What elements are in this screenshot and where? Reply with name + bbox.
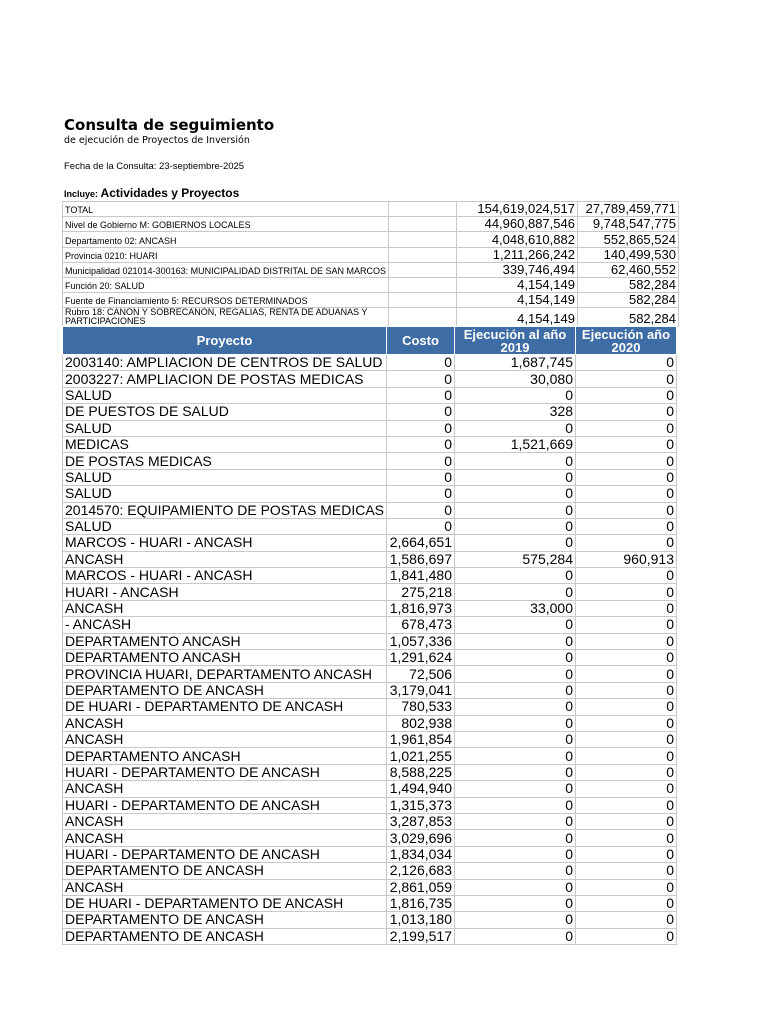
summary-row bbox=[63, 308, 679, 327]
summary-table bbox=[62, 201, 679, 327]
project-costo: 1,834,034 bbox=[387, 846, 455, 862]
project-name: MARCOS - HUARI - ANCASH bbox=[63, 568, 387, 584]
summary-ejecucion-2020: 9,748,547,775 bbox=[577, 217, 678, 232]
project-name: 2003140: AMPLIACION DE CENTROS DE SALUD bbox=[63, 355, 387, 371]
project-name: DEPARTAMENTO ANCASH bbox=[63, 748, 387, 764]
project-ejecucion-2019: 0 bbox=[455, 453, 576, 469]
project-name: ANCASH bbox=[63, 813, 387, 829]
project-ejecucion-2020: 0 bbox=[576, 863, 677, 879]
project-ejecucion-2020: 0 bbox=[576, 486, 677, 502]
project-ejecucion-2019: 0 bbox=[455, 813, 576, 829]
project-name: ANCASH bbox=[63, 781, 387, 797]
project-costo: 72,506 bbox=[387, 666, 455, 682]
project-ejecucion-2019: 0 bbox=[455, 650, 576, 666]
table-row bbox=[63, 404, 677, 420]
summary-row bbox=[63, 277, 679, 292]
project-ejecucion-2019: 1,521,669 bbox=[455, 436, 576, 452]
project-name: MARCOS - HUARI - ANCASH bbox=[63, 535, 387, 551]
table-row bbox=[63, 715, 677, 731]
project-ejecucion-2020: 0 bbox=[576, 879, 677, 895]
project-costo: 1,315,373 bbox=[387, 797, 455, 813]
summary-label: Provincia 0210: HUARI bbox=[63, 247, 389, 262]
summary-label: TOTAL bbox=[63, 202, 389, 217]
summary-ejecucion-2019: 4,154,149 bbox=[456, 308, 577, 327]
project-ejecucion-2019: 0 bbox=[455, 387, 576, 403]
summary-row bbox=[63, 217, 679, 232]
project-name: DEPARTAMENTO DE ANCASH bbox=[63, 928, 387, 944]
summary-ejecucion-2019: 44,960,887,546 bbox=[456, 217, 577, 232]
project-costo: 2,199,517 bbox=[387, 928, 455, 944]
table-row bbox=[63, 699, 677, 715]
project-costo: 1,816,973 bbox=[387, 600, 455, 616]
project-costo: 0 bbox=[387, 518, 455, 534]
project-costo: 1,816,735 bbox=[387, 895, 455, 911]
project-ejecucion-2019: 0 bbox=[455, 518, 576, 534]
project-name: ANCASH bbox=[63, 830, 387, 846]
table-row bbox=[63, 846, 677, 862]
summary-ejecucion-2019: 1,211,266,242 bbox=[456, 247, 577, 262]
project-costo: 0 bbox=[387, 371, 455, 387]
project-costo: 0 bbox=[387, 502, 455, 518]
project-ejecucion-2019: 0 bbox=[455, 731, 576, 747]
summary-label: Municipalidad 021014-300163: MUNICIPALIDAD DISTRITAL DE SAN MARCOS bbox=[63, 262, 389, 277]
project-costo: 0 bbox=[387, 355, 455, 371]
project-costo: 1,057,336 bbox=[387, 633, 455, 649]
summary-row bbox=[63, 232, 679, 247]
project-name: PROVINCIA HUARI, DEPARTAMENTO ANCASH bbox=[63, 666, 387, 682]
project-ejecucion-2019: 0 bbox=[455, 617, 576, 633]
projects-header-row bbox=[63, 327, 677, 355]
table-row bbox=[63, 469, 677, 485]
project-ejecucion-2020: 0 bbox=[576, 617, 677, 633]
summary-ejecucion-2020: 552,865,524 bbox=[577, 232, 678, 247]
project-ejecucion-2019: 0 bbox=[455, 863, 576, 879]
summary-ejecucion-2020: 62,460,552 bbox=[577, 262, 678, 277]
table-row bbox=[63, 650, 677, 666]
project-ejecucion-2020: 0 bbox=[576, 895, 677, 911]
project-ejecucion-2020: 0 bbox=[576, 699, 677, 715]
project-name: HUARI - DEPARTAMENTO DE ANCASH bbox=[63, 797, 387, 813]
project-costo: 780,533 bbox=[387, 699, 455, 715]
table-row bbox=[63, 748, 677, 764]
project-ejecucion-2019: 0 bbox=[455, 748, 576, 764]
project-ejecucion-2019: 0 bbox=[455, 912, 576, 928]
project-ejecucion-2020: 0 bbox=[576, 731, 677, 747]
project-name: DEPARTAMENTO ANCASH bbox=[63, 633, 387, 649]
header-ejecucion-2019: Ejecución al año 2019 bbox=[455, 327, 576, 355]
project-ejecucion-2020: 0 bbox=[576, 568, 677, 584]
project-name: 2003227: AMPLIACION DE POSTAS MEDICAS bbox=[63, 371, 387, 387]
project-ejecucion-2020: 0 bbox=[576, 764, 677, 780]
project-name: 2014570: EQUIPAMIENTO DE POSTAS MEDICAS bbox=[63, 502, 387, 518]
summary-ejecucion-2019: 154,619,024,517 bbox=[456, 202, 577, 217]
header-costo: Costo bbox=[387, 327, 455, 355]
summary-row bbox=[63, 293, 679, 308]
summary-ejecucion-2019: 339,746,494 bbox=[456, 262, 577, 277]
project-name: ANCASH bbox=[63, 715, 387, 731]
project-ejecucion-2019: 328 bbox=[455, 404, 576, 420]
project-ejecucion-2019: 0 bbox=[455, 633, 576, 649]
project-name: HUARI - DEPARTAMENTO DE ANCASH bbox=[63, 764, 387, 780]
project-name: SALUD bbox=[63, 469, 387, 485]
project-ejecucion-2020: 0 bbox=[576, 748, 677, 764]
table-row bbox=[63, 568, 677, 584]
table-row bbox=[63, 879, 677, 895]
project-costo: 0 bbox=[387, 469, 455, 485]
summary-label: Nivel de Gobierno M: GOBIERNOS LOCALES bbox=[63, 217, 389, 232]
project-ejecucion-2019: 0 bbox=[455, 928, 576, 944]
summary-ejecucion-2020: 582,284 bbox=[577, 308, 678, 327]
project-name: HUARI - DEPARTAMENTO DE ANCASH bbox=[63, 846, 387, 862]
project-name: DE HUARI - DEPARTAMENTO DE ANCASH bbox=[63, 699, 387, 715]
project-costo: 3,029,696 bbox=[387, 830, 455, 846]
project-ejecucion-2020: 0 bbox=[576, 436, 677, 452]
project-costo: 1,013,180 bbox=[387, 912, 455, 928]
project-costo: 1,291,624 bbox=[387, 650, 455, 666]
project-name: HUARI - ANCASH bbox=[63, 584, 387, 600]
project-ejecucion-2019: 1,687,745 bbox=[455, 355, 576, 371]
project-costo: 1,961,854 bbox=[387, 731, 455, 747]
project-costo: 2,126,683 bbox=[387, 863, 455, 879]
table-row bbox=[63, 535, 677, 551]
summary-costo bbox=[388, 308, 456, 327]
project-name: DE POSTAS MEDICAS bbox=[63, 453, 387, 469]
project-name: DEPARTAMENTO DE ANCASH bbox=[63, 863, 387, 879]
projects-table bbox=[62, 326, 677, 945]
project-ejecucion-2019: 0 bbox=[455, 469, 576, 485]
project-name: DEPARTAMENTO DE ANCASH bbox=[63, 682, 387, 698]
project-costo: 0 bbox=[387, 453, 455, 469]
summary-label: Rubro 18: CANON Y SOBRECANON, REGALIAS, RENTA DE ADUANAS Y PARTICIPACIONES bbox=[63, 308, 389, 327]
project-costo: 1,021,255 bbox=[387, 748, 455, 764]
table-row bbox=[63, 781, 677, 797]
project-ejecucion-2019: 0 bbox=[455, 535, 576, 551]
project-ejecucion-2020: 0 bbox=[576, 846, 677, 862]
project-ejecucion-2019: 0 bbox=[455, 682, 576, 698]
table-row bbox=[63, 666, 677, 682]
project-ejecucion-2019: 0 bbox=[455, 895, 576, 911]
project-ejecucion-2019: 0 bbox=[455, 764, 576, 780]
table-row bbox=[63, 371, 677, 387]
summary-costo bbox=[388, 247, 456, 262]
project-ejecucion-2020: 0 bbox=[576, 600, 677, 616]
project-ejecucion-2020: 0 bbox=[576, 404, 677, 420]
summary-ejecucion-2019: 4,048,610,882 bbox=[456, 232, 577, 247]
project-name: ANCASH bbox=[63, 731, 387, 747]
project-ejecucion-2020: 0 bbox=[576, 797, 677, 813]
project-costo: 0 bbox=[387, 404, 455, 420]
project-ejecucion-2019: 30,080 bbox=[455, 371, 576, 387]
table-row bbox=[63, 420, 677, 436]
project-name: MEDICAS bbox=[63, 436, 387, 452]
project-ejecucion-2019: 575,284 bbox=[455, 551, 576, 567]
project-ejecucion-2019: 0 bbox=[455, 584, 576, 600]
project-ejecucion-2020: 0 bbox=[576, 912, 677, 928]
project-ejecucion-2019: 0 bbox=[455, 781, 576, 797]
project-name: DE HUARI - DEPARTAMENTO DE ANCASH bbox=[63, 895, 387, 911]
table-row bbox=[63, 928, 677, 944]
table-row bbox=[63, 895, 677, 911]
header-proyecto: Proyecto bbox=[63, 327, 387, 355]
summary-ejecucion-2020: 27,789,459,771 bbox=[577, 202, 678, 217]
table-row bbox=[63, 600, 677, 616]
header-ejecucion-2020: Ejecución año 2020 bbox=[576, 327, 677, 355]
project-ejecucion-2020: 0 bbox=[576, 666, 677, 682]
table-row bbox=[63, 633, 677, 649]
project-ejecucion-2020: 0 bbox=[576, 584, 677, 600]
summary-costo bbox=[388, 232, 456, 247]
project-costo: 1,494,940 bbox=[387, 781, 455, 797]
project-name: SALUD bbox=[63, 518, 387, 534]
project-ejecucion-2020: 0 bbox=[576, 682, 677, 698]
project-costo: 0 bbox=[387, 486, 455, 502]
project-ejecucion-2019: 33,000 bbox=[455, 600, 576, 616]
project-ejecucion-2020: 0 bbox=[576, 650, 677, 666]
project-costo: 802,938 bbox=[387, 715, 455, 731]
project-costo: 0 bbox=[387, 420, 455, 436]
summary-costo bbox=[388, 293, 456, 308]
query-date: Fecha de la Consulta: 23-septiembre-2025 bbox=[64, 161, 245, 172]
project-ejecucion-2020: 0 bbox=[576, 518, 677, 534]
project-ejecucion-2020: 0 bbox=[576, 420, 677, 436]
table-row bbox=[63, 518, 677, 534]
project-costo: 2,861,059 bbox=[387, 879, 455, 895]
includes-value: Actividades y Proyectos bbox=[100, 186, 240, 200]
project-costo: 678,473 bbox=[387, 617, 455, 633]
project-name: SALUD bbox=[63, 420, 387, 436]
table-row bbox=[63, 830, 677, 846]
project-ejecucion-2019: 0 bbox=[455, 486, 576, 502]
project-ejecucion-2020: 960,913 bbox=[576, 551, 677, 567]
project-ejecucion-2020: 0 bbox=[576, 535, 677, 551]
project-ejecucion-2020: 0 bbox=[576, 453, 677, 469]
table-row bbox=[63, 551, 677, 567]
project-ejecucion-2020: 0 bbox=[576, 928, 677, 944]
table-row bbox=[63, 486, 677, 502]
includes-line bbox=[64, 186, 239, 200]
summary-costo bbox=[388, 262, 456, 277]
project-costo: 8,588,225 bbox=[387, 764, 455, 780]
project-ejecucion-2019: 0 bbox=[455, 797, 576, 813]
includes-label: Incluye: bbox=[64, 189, 99, 199]
project-name: DE PUESTOS DE SALUD bbox=[63, 404, 387, 420]
table-row bbox=[63, 453, 677, 469]
table-row bbox=[63, 912, 677, 928]
project-ejecucion-2020: 0 bbox=[576, 502, 677, 518]
project-ejecucion-2019: 0 bbox=[455, 715, 576, 731]
project-costo: 2,664,651 bbox=[387, 535, 455, 551]
project-ejecucion-2019: 0 bbox=[455, 666, 576, 682]
table-row bbox=[63, 797, 677, 813]
table-row bbox=[63, 863, 677, 879]
project-costo: 1,586,697 bbox=[387, 551, 455, 567]
table-row bbox=[63, 584, 677, 600]
project-costo: 275,218 bbox=[387, 584, 455, 600]
summary-costo bbox=[388, 217, 456, 232]
project-ejecucion-2020: 0 bbox=[576, 715, 677, 731]
project-name: - ANCASH bbox=[63, 617, 387, 633]
project-name: DEPARTAMENTO DE ANCASH bbox=[63, 912, 387, 928]
summary-costo bbox=[388, 277, 456, 292]
summary-label: Fuente de Financiamiento 5: RECURSOS DETERMINADOS bbox=[63, 293, 389, 308]
summary-ejecucion-2020: 582,284 bbox=[577, 277, 678, 292]
page-title: Consulta de seguimiento bbox=[64, 116, 275, 134]
table-row bbox=[63, 436, 677, 452]
summary-label: Función 20: SALUD bbox=[63, 277, 389, 292]
table-row bbox=[63, 502, 677, 518]
summary-costo bbox=[388, 202, 456, 217]
project-name: ANCASH bbox=[63, 551, 387, 567]
summary-row bbox=[63, 262, 679, 277]
project-ejecucion-2019: 0 bbox=[455, 502, 576, 518]
table-row bbox=[63, 764, 677, 780]
page-subtitle: de ejecución de Proyectos de Inversión bbox=[64, 135, 250, 146]
project-name: DEPARTAMENTO ANCASH bbox=[63, 650, 387, 666]
project-costo: 3,179,041 bbox=[387, 682, 455, 698]
project-name: ANCASH bbox=[63, 879, 387, 895]
project-name: SALUD bbox=[63, 486, 387, 502]
project-name: ANCASH bbox=[63, 600, 387, 616]
project-ejecucion-2020: 0 bbox=[576, 781, 677, 797]
project-ejecucion-2019: 0 bbox=[455, 879, 576, 895]
project-costo: 1,841,480 bbox=[387, 568, 455, 584]
project-costo: 0 bbox=[387, 387, 455, 403]
summary-ejecucion-2019: 4,154,149 bbox=[456, 293, 577, 308]
project-ejecucion-2019: 0 bbox=[455, 830, 576, 846]
project-name: SALUD bbox=[63, 387, 387, 403]
table-row bbox=[63, 731, 677, 747]
table-row bbox=[63, 813, 677, 829]
summary-ejecucion-2020: 140,499,530 bbox=[577, 247, 678, 262]
table-row bbox=[63, 355, 677, 371]
project-costo: 0 bbox=[387, 436, 455, 452]
project-ejecucion-2020: 0 bbox=[576, 387, 677, 403]
table-row bbox=[63, 682, 677, 698]
project-ejecucion-2020: 0 bbox=[576, 633, 677, 649]
project-ejecucion-2020: 0 bbox=[576, 813, 677, 829]
summary-ejecucion-2020: 582,284 bbox=[577, 293, 678, 308]
summary-label: Departamento 02: ANCASH bbox=[63, 232, 389, 247]
project-ejecucion-2019: 0 bbox=[455, 699, 576, 715]
project-ejecucion-2020: 0 bbox=[576, 469, 677, 485]
project-ejecucion-2019: 0 bbox=[455, 420, 576, 436]
project-ejecucion-2019: 0 bbox=[455, 846, 576, 862]
project-ejecucion-2020: 0 bbox=[576, 371, 677, 387]
project-ejecucion-2020: 0 bbox=[576, 355, 677, 371]
summary-row bbox=[63, 247, 679, 262]
project-costo: 3,287,853 bbox=[387, 813, 455, 829]
project-ejecucion-2019: 0 bbox=[455, 568, 576, 584]
table-row bbox=[63, 617, 677, 633]
summary-ejecucion-2019: 4,154,149 bbox=[456, 277, 577, 292]
table-row bbox=[63, 387, 677, 403]
summary-row bbox=[63, 202, 679, 217]
project-ejecucion-2020: 0 bbox=[576, 830, 677, 846]
